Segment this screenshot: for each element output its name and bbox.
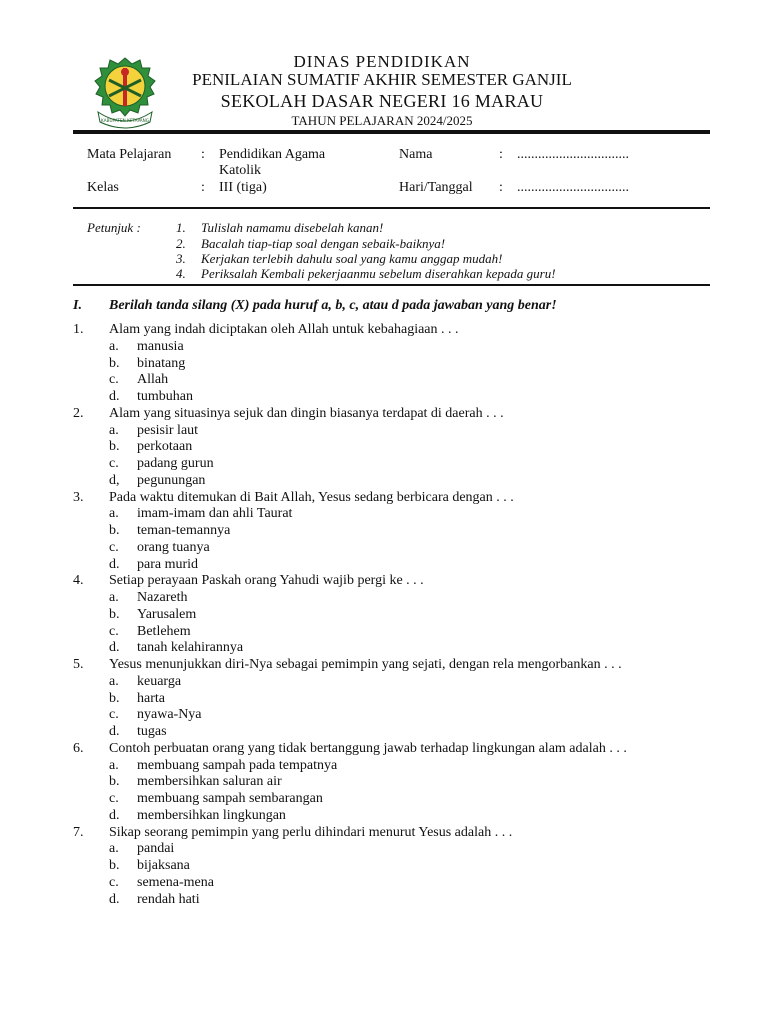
info-divider — [73, 207, 710, 209]
subject-value-cont: Katolik — [219, 163, 261, 178]
question-number: 5. — [73, 657, 84, 672]
question-text: Pada waktu ditemukan di Bait Allah, Yesus sedang berbicara dengan . . . — [109, 489, 514, 505]
option-letter[interactable]: a. — [109, 757, 119, 773]
option-letter[interactable]: a. — [109, 422, 119, 438]
header-divider — [73, 130, 710, 134]
option-text[interactable]: bijaksana — [137, 858, 190, 873]
option-text[interactable]: keuarga — [137, 673, 182, 689]
option-text[interactable]: semena-mena — [137, 874, 214, 890]
option-text[interactable]: Allah — [137, 372, 169, 388]
question-text: Setiap perayaan Paskah orang Yahudi wajib pergi ke . . . — [109, 573, 424, 589]
question-number: 3. — [73, 489, 84, 505]
option-letter[interactable]: d, — [109, 472, 120, 488]
option-letter[interactable]: d. — [109, 389, 120, 404]
question-text: Alam yang indah diciptakan oleh Allah untuk kebahagiaan . . . — [109, 322, 459, 337]
option-text[interactable]: tugas — [137, 724, 167, 739]
option-text[interactable]: teman-temannya — [137, 523, 231, 538]
instructions-label: Petunjuk : — [87, 220, 141, 235]
option-letter[interactable]: b. — [109, 439, 120, 455]
option-text[interactable]: tanah kelahirannya — [137, 640, 244, 656]
option-letter[interactable]: b. — [109, 606, 120, 622]
option-text[interactable]: rendah hati — [137, 891, 200, 907]
instruction-number: 1. — [176, 220, 186, 235]
option-letter[interactable]: c. — [109, 372, 119, 388]
option-letter[interactable]: d. — [109, 640, 120, 656]
option-text[interactable]: pandai — [137, 841, 175, 857]
class-value: III (tiga) — [219, 180, 267, 195]
subject-colon: : — [201, 147, 205, 162]
option-letter[interactable]: c. — [109, 874, 119, 890]
option-text[interactable]: membersihkan saluran air — [137, 774, 282, 790]
option-text[interactable]: orang tuanya — [137, 539, 210, 555]
header-year: TAHUN PELAJARAN 2024/2025 — [291, 113, 473, 128]
question-number: 7. — [73, 824, 84, 840]
option-letter[interactable]: a. — [109, 673, 119, 689]
instruction-item: Periksalah Kembali pekerjaanmu sebelum diserahkan kepada guru! — [201, 266, 556, 281]
option-text[interactable]: pesisir laut — [137, 422, 199, 438]
option-letter[interactable]: c. — [109, 539, 119, 555]
class-colon: : — [201, 180, 205, 195]
option-text[interactable]: manusia — [137, 338, 184, 354]
question-number: 1. — [73, 322, 84, 337]
option-text[interactable]: padang gurun — [137, 456, 214, 471]
option-letter[interactable]: d. — [109, 724, 120, 739]
class-label: Kelas — [87, 180, 119, 195]
date-colon: : — [499, 180, 503, 195]
name-field[interactable]: ................................ — [517, 147, 629, 162]
option-letter[interactable]: a. — [109, 590, 119, 605]
option-letter[interactable]: d. — [109, 891, 120, 907]
option-letter[interactable]: b. — [109, 523, 120, 538]
header-school-name: SEKOLAH DASAR NEGERI 16 MARAU — [220, 91, 544, 111]
option-text[interactable]: imam-imam dan ahli Taurat — [137, 506, 293, 522]
question-text: Yesus menunjukkan diri-Nya sebagai pemimpin yang sejati, dengan rela mengorbankan . . . — [109, 657, 622, 672]
instructions-divider — [73, 284, 710, 286]
option-text[interactable]: Yarusalem — [137, 606, 197, 622]
question-text: Alam yang situasinya sejuk dan dingin biasanya terdapat di daerah . . . — [109, 405, 504, 421]
question-number: 4. — [73, 573, 84, 589]
instruction-item: Tulislah namamu disebelah kanan! — [201, 220, 384, 235]
option-letter[interactable]: a. — [109, 338, 119, 354]
name-colon: : — [499, 147, 503, 162]
instruction-number: 4. — [176, 266, 186, 281]
option-letter[interactable]: c. — [109, 623, 119, 639]
date-label: Hari/Tanggal — [399, 180, 473, 195]
option-text[interactable]: tumbuhan — [137, 389, 193, 404]
option-text[interactable]: perkotaan — [137, 439, 193, 455]
option-letter[interactable]: a. — [109, 506, 119, 522]
instruction-number: 2. — [176, 236, 186, 251]
option-text[interactable]: para murid — [137, 556, 199, 572]
instruction-item: Kerjakan terlebih dahulu soal yang kamu anggap mudah! — [201, 251, 503, 266]
option-letter[interactable]: b. — [109, 858, 120, 873]
question-number: 2. — [73, 405, 84, 421]
option-text[interactable]: binatang — [137, 355, 186, 371]
option-letter[interactable]: b. — [109, 774, 120, 790]
subject-label: Mata Pelajaran — [87, 147, 172, 162]
header-office: DINAS PENDIDIKAN — [293, 52, 471, 71]
option-letter[interactable]: c. — [109, 791, 119, 806]
section-number: I. — [73, 298, 82, 313]
question-text: Contoh perbuatan orang yang tidak bertanggung jawab terhadap lingkungan alam adalah . . . — [109, 740, 627, 756]
subject-value: Pendidikan Agama — [219, 147, 326, 162]
header-exam-title: PENILAIAN SUMATIF AKHIR SEMESTER GANJIL — [192, 70, 572, 89]
option-letter[interactable]: b. — [109, 690, 120, 706]
instruction-number: 3. — [176, 251, 186, 266]
section-instruction: Berilah tanda silang (X) pada huruf a, b, c, atau d pada jawaban yang benar! — [109, 298, 557, 313]
option-letter[interactable]: d. — [109, 807, 120, 823]
question-number: 6. — [73, 740, 84, 756]
option-letter[interactable]: b. — [109, 355, 120, 371]
option-text[interactable]: Nazareth — [137, 590, 188, 605]
option-text[interactable]: nyawa-Nya — [137, 707, 202, 723]
option-letter[interactable]: c. — [109, 456, 119, 471]
option-text[interactable]: membersihkan lingkungan — [137, 807, 286, 823]
option-letter[interactable]: d. — [109, 556, 120, 572]
option-text[interactable]: Betlehem — [137, 623, 191, 639]
name-label: Nama — [399, 147, 433, 162]
option-letter[interactable]: c. — [109, 707, 119, 723]
option-letter[interactable]: a. — [109, 841, 119, 857]
option-text[interactable]: membuang sampah pada tempatnya — [137, 757, 338, 773]
logo-caption: KABUPATEN KETAPANG — [101, 118, 149, 123]
date-field[interactable]: ................................ — [517, 180, 629, 195]
option-text[interactable]: membuang sampah sembarangan — [137, 791, 323, 806]
question-text: Sikap seorang pemimpin yang perlu dihindari menurut Yesus adalah . . . — [109, 824, 513, 840]
instruction-item: Bacalah tiap-tiap soal dengan sebaik-baiknya! — [201, 236, 446, 251]
option-text[interactable]: pegunungan — [137, 472, 206, 488]
option-text[interactable]: harta — [137, 690, 165, 706]
